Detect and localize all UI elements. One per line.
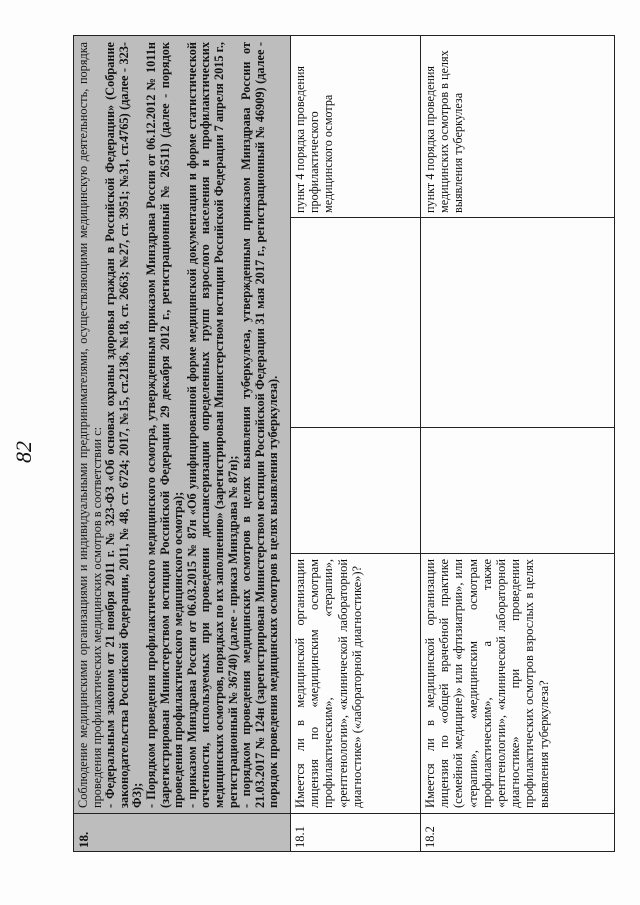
section-item: - Федеральным законом от 21 ноября 2011 г. № 323-ФЗ «Об основах охраны здоровья граждан в Российской Федерации» (Собрание законодательства Российской Федерации, 2011, № 48, ст. 6724; 2017, №15, ст.2136, №18, ст. 2663; №27, ст. 3951; №31, ст.4765) (далее - 323-ФЗ); bbox=[103, 42, 145, 808]
reference-cell: пункт 4 порядка проведения профилактического медицинского осмотра bbox=[293, 65, 335, 213]
answer-cell bbox=[291, 427, 420, 553]
question-cell: Имеется ли в медицинской организации лицензия по «общей врачебной практике (семейной медицине)» или «фтизиатрии», или «терапии», «медицинским осмотрам профилактическим», а также «рентгенологии», «клинической лабораторной диагностике» при проведении профилактических осмотров взрослых в целях выявления туберкулеза? bbox=[421, 553, 614, 813]
row-number: 18.2 bbox=[421, 813, 614, 851]
reference-cell: пункт 4 порядка проведения медицинских осмотров в целях выявления туберкулеза bbox=[423, 50, 465, 213]
section-item: - порядком проведения медицинских осмотров в целях выявления туберкулеза, утвержденным приказом Минздрава России от 21.03.2017 № 124н (зарегистрирован Министерством юстиции Российской Федерации 31 мая 2017 г., регистрационный № 46909) (далее - порядок проведения медицинских осмотров в целях выявления туберкулеза). bbox=[239, 42, 281, 808]
section-text bbox=[74, 36, 290, 813]
row-number: 18.1 bbox=[291, 813, 420, 851]
table-row bbox=[291, 35, 421, 852]
table-row bbox=[421, 35, 615, 852]
question-cell: Имеется ли в медицинской организации лицензия по «медицинским осмотрам профилактическим», «терапии», «рентгенологии», «клинической лабораторной диагностике» («лабораторной диагностике»)? bbox=[291, 553, 420, 813]
section-number: 18. bbox=[74, 813, 290, 851]
answer-cell bbox=[291, 217, 420, 427]
section-18-row bbox=[73, 35, 291, 852]
answer-cell bbox=[421, 217, 614, 427]
page-number: 82 bbox=[11, 441, 36, 463]
answer-cell bbox=[421, 427, 614, 553]
section-item: - Порядком проведения профилактического медицинского осмотра, утвержденным приказом Минздрава России от 06.12.2012 № 1011н (зарегистрирован Министерством юстиции Российской Федерации 29 декабря 2012 г., регистрационный № 26511) (далее - порядок проведения профилактического медицинского осмотра); bbox=[143, 42, 186, 808]
section-intro: Соблюдение медицинскими организациями и индивидуальными предпринимателями, осуществляющими медицинскую деятельность, порядка проведения профилактических медицинских осмотров в соответствии с: bbox=[76, 42, 104, 808]
rotated-table bbox=[73, 35, 615, 852]
section-item: - приказом Минздрава России от 06.03.2015 № 87н «Об унифицированной форме медицинской документации и форме статистической отчетности, используемых при проведении диспансеризации определенных групп взрослого населения и профилактических медицинских осмотров, порядках по их заполнению» (зарегистрирован Министерством юстиции Российской Федерации 7 апреля 2015 г., регистрационный № 36740) (далее - приказ Минздрава № 87н); bbox=[184, 42, 240, 808]
